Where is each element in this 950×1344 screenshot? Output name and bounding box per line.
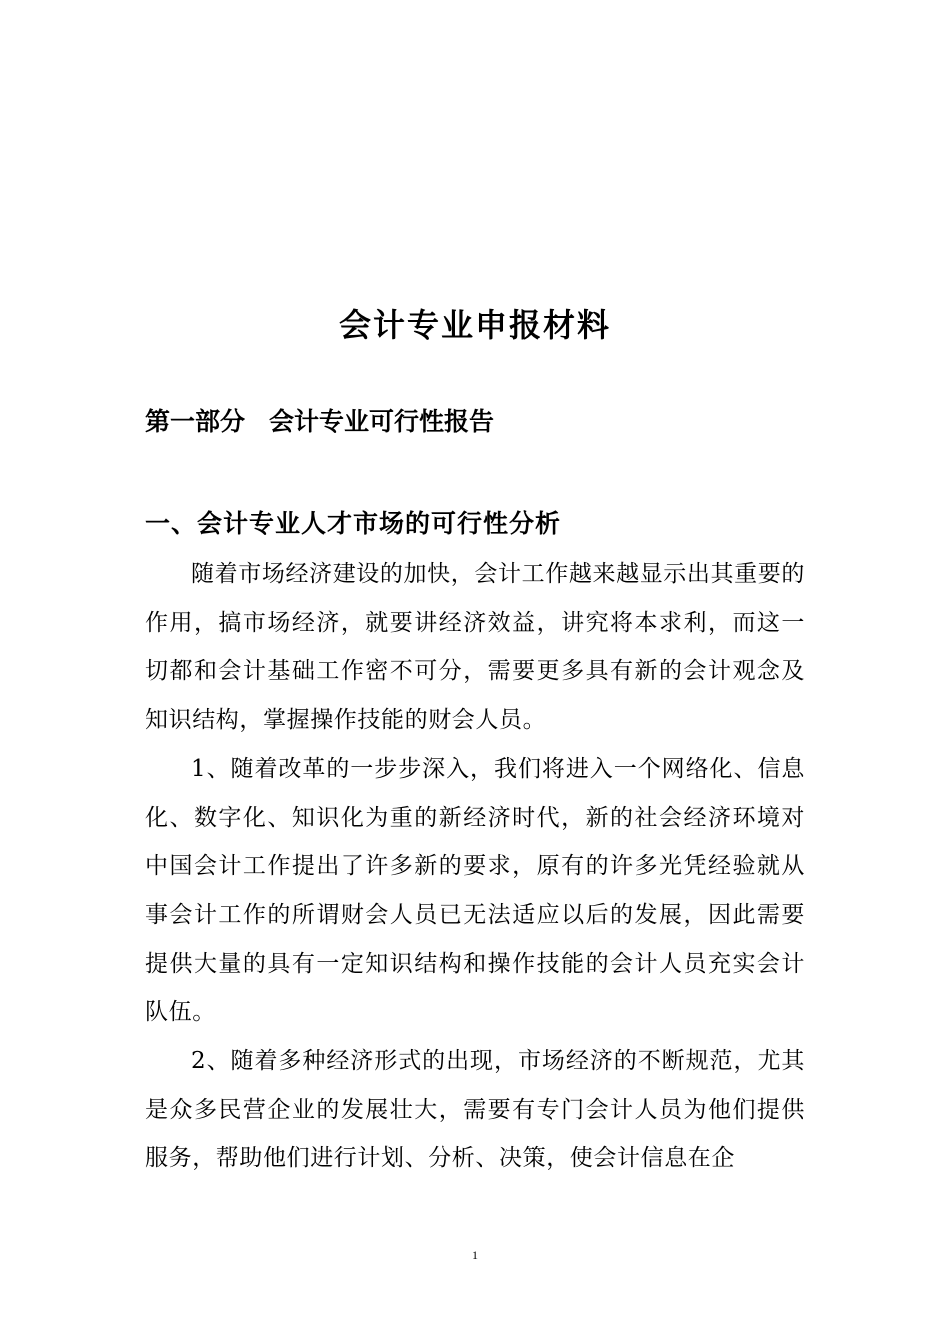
paragraph-point-1: 1、随着改革的一步步深入，我们将进入一个网络化、信息化、数字化、知识化为重的新经济时代，新的社会经济环境对中国会计工作提出了许多新的要求，原有的许多光凭经验就从事会计工作的所谓财会人员已无法适应以后的发展，因此需要提供大量的具有一定知识结构和操作技能的会计人员充实会计队伍。: [145, 755, 805, 1026]
part-title: 会计专业可行性报告: [269, 407, 495, 436]
body-text: [145, 550, 805, 1183]
document-title: 会计专业申报材料: [338, 306, 611, 344]
section-heading: 一、会计专业人才市场的可行性分析: [145, 509, 562, 538]
page-number: 1: [472, 1248, 478, 1262]
part-label: 第一部分: [145, 407, 246, 436]
paragraph-point-2: 2、随着多种经济形式的出现，市场经济的不断规范，尤其是众多民营企业的发展壮大，需要有专门会计人员为他们提供服务，帮助他们进行计划、分析、决策，使会计信息在企: [145, 1048, 805, 1172]
paragraph-intro: 随着市场经济建设的加快，会计工作越来越显示出其重要的作用，搞市场经济，就要讲经济效益，讲究将本求利，而这一切都和会计基础工作密不可分，需要更多具有新的会计观念及知识结构，掌握操作技能的财会人员。: [145, 561, 805, 734]
part-heading: [145, 400, 494, 444]
